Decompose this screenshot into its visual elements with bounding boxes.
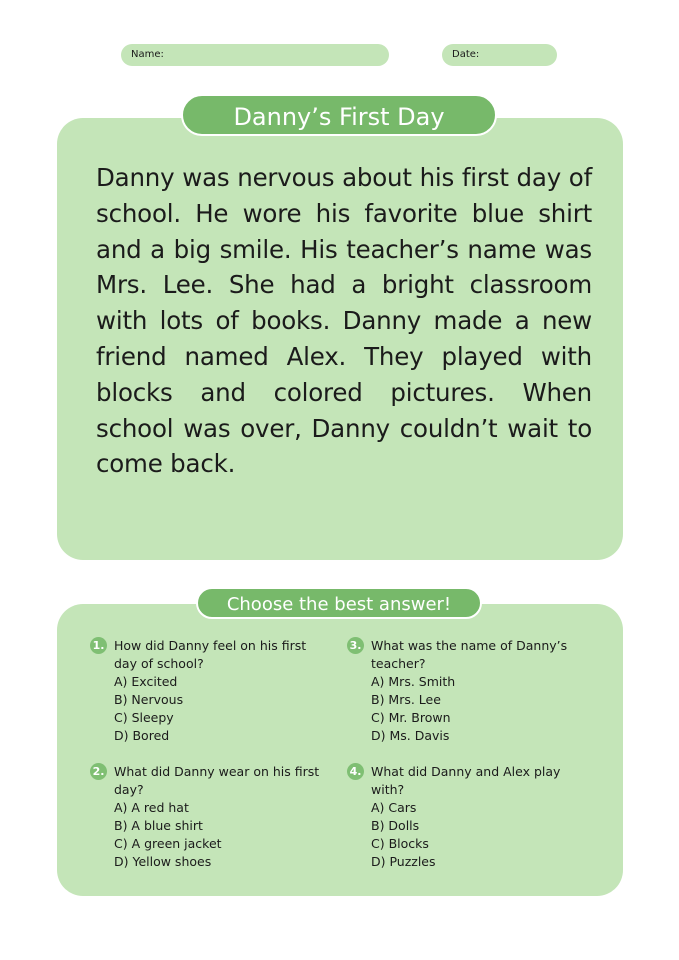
date-field[interactable] [442,44,557,66]
answer-option[interactable]: C) Sleepy [114,710,174,725]
answer-options [347,673,577,745]
question-text: What did Danny and Alex play with? [371,764,561,797]
question-2 [90,763,320,871]
answer-option[interactable]: D) Puzzles [371,854,436,869]
name-field[interactable] [121,44,389,66]
question-number-badge: 3. [347,637,364,654]
question-text: What did Danny wear on his first day? [114,764,320,797]
answer-option[interactable]: A) Excited [114,674,178,689]
question-number-badge: 1. [90,637,107,654]
answer-option[interactable]: C) A green jacket [114,836,222,851]
quiz-heading: Choose the best answer! [196,587,482,619]
answer-option[interactable]: D) Yellow shoes [114,854,212,869]
answer-option[interactable]: D) Bored [114,728,170,743]
answer-option[interactable]: B) Dolls [371,818,420,833]
answer-options [347,799,577,871]
question-text: What was the name of Danny’s teacher? [371,638,568,671]
question-text: How did Danny feel on his first day of school? [114,638,307,671]
answer-option[interactable]: A) A red hat [114,800,189,815]
story-title: Danny’s First Day [181,94,497,136]
date-label: Date: [452,49,480,60]
question-number-badge: 2. [90,763,107,780]
answer-options [90,799,320,871]
story-text: Danny was nervous about his first day of school. He wore his favorite blue shirt and a big smile. His teacher’s name was Mrs. Lee. She had a bright classroom with lots of books. Danny made a new friend named Alex. They played with blocks and colored pictures. When school was over, Danny couldn’t wait to come back. [96,163,592,479]
question-4 [347,763,577,871]
answer-options [90,673,320,745]
answer-option[interactable]: A) Mrs. Smith [371,674,456,689]
question-number-badge: 4. [347,763,364,780]
name-label: Name: [131,49,164,60]
answer-option[interactable]: C) Blocks [371,836,429,851]
question-1 [90,637,320,745]
answer-option[interactable]: D) Ms. Davis [371,728,450,743]
answer-option[interactable]: B) Nervous [114,692,184,707]
answer-option[interactable]: B) Mrs. Lee [371,692,441,707]
answer-option[interactable]: B) A blue shirt [114,818,203,833]
question-3 [347,637,577,745]
answer-option[interactable]: C) Mr. Brown [371,710,451,725]
answer-option[interactable]: A) Cars [371,800,417,815]
